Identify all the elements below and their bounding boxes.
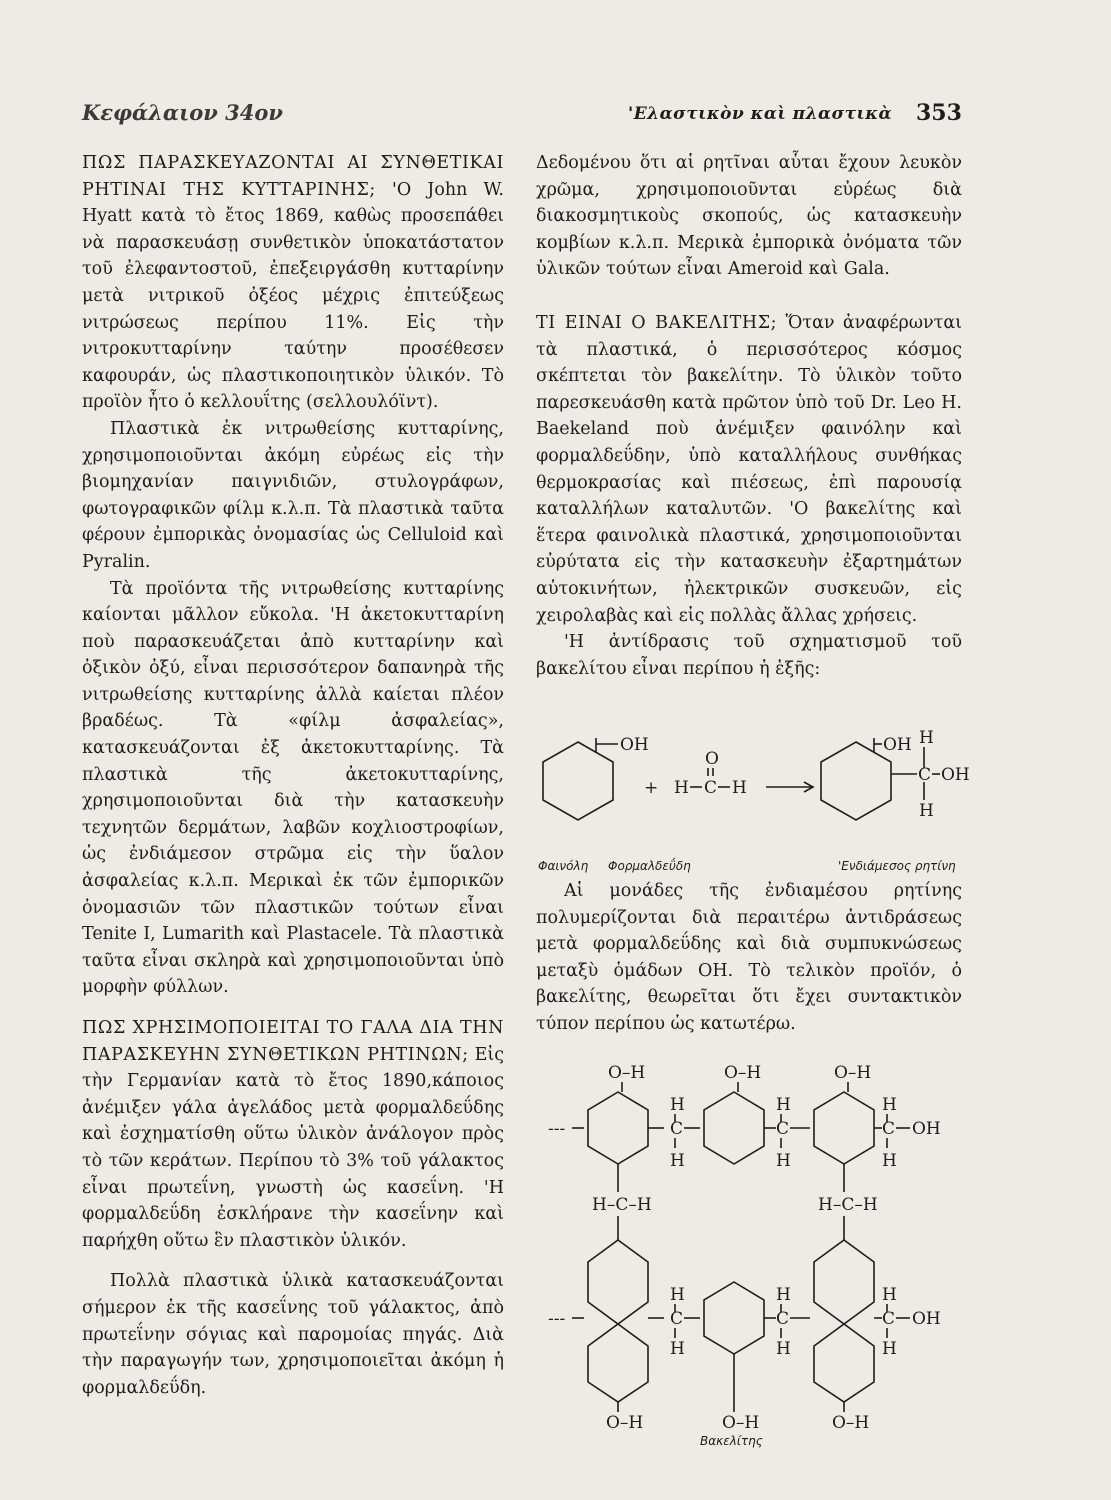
chapter-header: Κεφάλαιον 34ον [82,100,283,125]
intermediate-h-bottom: H [919,801,934,821]
ring-bottom-3 [814,1324,874,1402]
reaction-diagram [536,728,970,880]
end-1-h-bottom: H [882,1151,897,1171]
page-number: 353 [916,100,962,126]
ring-bottom-3-oh: O–H [832,1413,870,1433]
bridge-2-h-top: H [776,1095,791,1115]
end-1-c: C [882,1119,896,1139]
bakelite-label: Βακελίτης [700,1434,763,1448]
ring-bottom-1-oh: O–H [606,1413,644,1433]
label-phenol: Φαινόλη [538,859,589,873]
formaldehyde-o: O [705,749,719,769]
ring-mid-3 [814,1240,874,1324]
end-1-h-top: H [882,1095,897,1115]
bridge-1-c: C [670,1119,684,1139]
ring-top-3 [814,1092,874,1164]
left-column [82,150,504,1401]
bridge-3-h-bottom: H [670,1339,685,1359]
bridge-3-c: C [670,1309,684,1329]
label-formaldehyde: Φορμαλδεΰδη [608,859,691,873]
bridge-4-h-bottom: H [776,1339,791,1359]
phenol-ring [543,742,613,820]
ring-mid-2-oh: O–H [722,1413,760,1433]
bridge-4-h-top: H [776,1285,791,1305]
methylene-1: H–C–H [592,1195,652,1215]
section-heading: ΠΩΣ ΧΡΗΣΙΜΟΠΟΙΕΙΤΑΙ ΤΟ ΓΑΛΑ ΔΙΑ ΤΗΝ ΠΑΡΑΣΚΕΥΗΝ ΣΥΝΘΕΤΙΚΩΝ ΡΗΤΙΝΩΝ; [82,1018,504,1065]
end-2-oh: OH [912,1309,941,1329]
paragraph: Πλαστικὰ ἐκ νιτρωθείσης κυτταρίνης, χρησιμοποιοῦνται ἀκόμη εὐρέως εἰς τὴν βιομηχανίαν παιγνιδιῶν, στυλογράφων, φωτογραφικῶν φίλμ κ.λ.π. Τὰ πλαστικὰ ταῦτα φέρουν ἐμπορικὰς ὀνομασίας ὡς Celluloid καὶ Pyralin. [82,418,504,572]
plus-sign: + [644,778,659,798]
paragraph: Τὰ προϊόντα τῆς νιτρωθείσης κυτταρίνης καίονται μᾶλλον εὔκολα. 'Η ἀκετοκυτταρίνη ποὺ παρασκευάζεται ἀπὸ κυτταρίνην καὶ ὀξικὸν ὀξύ, εἶναι περισσότερον δαπανηρὰ τῆς νιτρωθείσης κυτταρίνης ἀλλὰ καίεται πλέον βραδέως. Τὰ «φίλμ ἀσφαλείας», κατασκευάζονται ἐξ ἀκετοκυτταρίνης. Τὰ πλαστικὰ τῆς ἀκετοκυτταρίνης, χρησιμοποιοῦνται διὰ τὴν κατασκευὴν τεχνητῶν δερμάτων, λαβῶν κοχλιοστροφίων, ὡς ἐνδιάμεσον στρῶμα εἰς τὴν ὕαλον ἀσφαλείας κ.λ.π. Μερικαὶ ἐκ τῶν ἐμπορικῶν ὀνομασιῶν τῶν πλαστικῶν τούτων εἶναι Tenite I, Lumarith καὶ Plastacele. Τὰ πλαστικὰ ταῦτα εἶναι σκληρὰ καὶ χρησιμοποιοῦνται ὑπὸ μορφὴν φύλλων. [82,578,504,998]
end-2-h-bottom: H [882,1339,897,1359]
paragraph [536,310,962,629]
section-heading: ΠΩΣ ΠΑΡΑΣΚΕΥΑΖΟΝΤΑΙ ΑΙ ΣΥΝΘΕΤΙΚΑΙ ΡΗΤΙΝΑΙ ΤΗΣ ΚΥΤΤΑΡΙΝΗΣ; [82,153,504,200]
phenol-oh: OH [620,735,649,755]
bridge-3-h-top: H [670,1285,685,1305]
ring-mid-1 [588,1240,648,1324]
section-heading: ΤΙ ΕΙΝΑΙ Ο ΒΑΚΕΛΙΤΗΣ; [536,312,778,333]
intermediate-ring [821,742,891,820]
paragraph: 'Η ἀντίδρασις τοῦ σχηματισμοῦ τοῦ βακελίτου εἶναι περίπου ἡ ἑξῆς: [536,632,962,679]
paragraph-text: Εἰς τὴν Γερμανίαν κατὰ τὸ ἔτος 1890,κάποιος ἀνέμιξεν γάλα ἀγελάδος μετὰ φορμαλδεΰδης καὶ ἐσχηματίσθη οὕτω ὑλικὸν ἀνάλογον πρὸς τὸ τῶν κεράτων. Περίπου τὸ 3% τοῦ γάλακτος εἶναι πρωτεΐνη, γνωστὴ ὡς κασεΐνη. 'Η φορμαλδεΰδη ἐσκλήρανε τὴν κασεΐνην καὶ παρήχθη οὕτω ἓν πλαστικὸν ὑλικόν. [82,1044,504,1251]
bakelite-structure-diagram [536,1062,966,1447]
ring-top-3-oh: O–H [834,1063,872,1083]
page-header-title: 'Ελαστικὸν καὶ πλαστικὰ [628,104,893,124]
bridge-1-h-top: H [670,1095,685,1115]
ring-mid-2 [704,1282,764,1354]
chain-dashes: --- [548,1119,566,1139]
paragraph [82,150,504,416]
paragraph: Αἱ μονάδες τῆς ἐνδιαμέσου ρητίνης πολυμερίζονται διὰ περαιτέρω ἀντιδράσεως μετὰ φορμαλδεΰδης καὶ διὰ συμπυκνώσεως μεταξὺ ὁμάδων ΟΗ. Τὸ τελικὸν προϊόν, ὁ βακελίτης, θεωρεῖται ὅτι ἔχει συντακτικὸν τύπον περίπου ὡς κατωτέρω. [536,881,962,1034]
end-2-c: C [882,1309,896,1329]
intermediate-oh: OH [883,735,912,755]
methylene-2: H–C–H [818,1195,878,1215]
intermediate-h-top: H [919,728,934,748]
bridge-4-c: C [776,1309,790,1329]
ring-top-2 [704,1092,764,1164]
paragraph [82,1015,504,1254]
formaldehyde-h-left: H [674,778,689,798]
ring-top-1-oh: O–H [608,1063,646,1083]
intermediate-oh-2: OH [941,765,970,785]
paragraph-text: 'Ο John W. Hyatt κατὰ τὸ ἔτος 1869, καθὼς προσεπάθει νὰ παρασκευάσῃ συνθετικὸν ὑποκατάστατον τοῦ ἐλεφαντοστοῦ, ἐπεξειργάσθη κυτταρίνην μετὰ νιτρικοῦ ὀξέος μέχρις ἐπιτεύξεως νιτρώσεως περίπου 11%. Εἰς τὴν νιτροκυτταρίνην ταύτην προσέθεσεν καφουράν, ὡς πλαστικοποιητικὸν ὑλικόν. Τὸ προϊὸν ἦτο ὁ κελλουΐτης (σελλουλόϊντ). [82,179,504,413]
ring-top-1 [588,1092,648,1164]
end-1-oh: OH [912,1119,941,1139]
formaldehyde-c: C [704,778,718,798]
ring-bottom-1 [588,1324,648,1402]
bridge-1-h-bottom: H [670,1151,685,1171]
paragraph: Πολλὰ πλαστικὰ ὑλικὰ κατασκευάζονται σήμερον ἐκ τῆς κασεΐνης τοῦ γάλακτος, ἀπὸ πρωτεΐνην σόγιας καὶ παρομοίας πηγάς. Διὰ τὴν παραγωγήν των, χρησιμοποιεῖται ἀκόμη ἡ φορμαλδεΰδη. [82,1271,504,1398]
formaldehyde-h-right: H [732,778,747,798]
label-intermediate: 'Ενδιάμεσος ρητίνη [838,859,956,873]
bridge-2-h-bottom: H [776,1151,791,1171]
paragraph-text: Ὅταν ἀναφέρωνται τὰ πλαστικά, ὁ περισσότερος κόσμος σκέπτεται τὸν βακελίτην. Τὸ ὑλικὸν τοῦτο παρεσκευάσθη κατὰ πρῶτον ὑπὸ τοῦ Dr. Leo H. Baekeland ποὺ ἀνέμιξεν φαινόλην καὶ φορμαλδεΰδην, ὑπὸ καταλλήλους συνθήκας θερμοκρασίας καὶ πιέσεως, ἐπὶ παρουσίᾳ καταλλήλων καταλυτῶν. 'Ο βακελίτης καὶ ἕτερα φαινολικὰ πλαστικά, χρησιμοποιοῦνται εὐρύτατα εἰς τὴν κατασκευὴν ἐξαρτημάτων αὐτοκινήτων, ἠλεκτρικῶν συσκευῶν, εἰς χειρολαβὰς καὶ εἰς πολλὰς ἄλλας χρήσεις. [536,312,962,626]
end-2-h-top: H [882,1285,897,1305]
ring-top-2-oh: O–H [724,1063,762,1083]
chain-dashes-2: --- [548,1309,566,1329]
paragraph: Δεδομένου ὅτι αἱ ρητῖναι αὗται ἔχουν λευκὸν χρῶμα, χρησιμοποιοῦνται εὐρέως διὰ διακοσμητικοὺς σκοπούς, ὡς κατασκευὴν κομβίων κ.λ.π. Μερικὰ ἐμπορικὰ ὀνόματα τῶν ὑλικῶν τούτων εἶναι Ameroid καὶ Gala. [536,153,962,280]
right-column [536,150,962,682]
bridge-2-c: C [776,1119,790,1139]
intermediate-c: C [918,765,932,785]
right-column-continued [536,878,962,1038]
